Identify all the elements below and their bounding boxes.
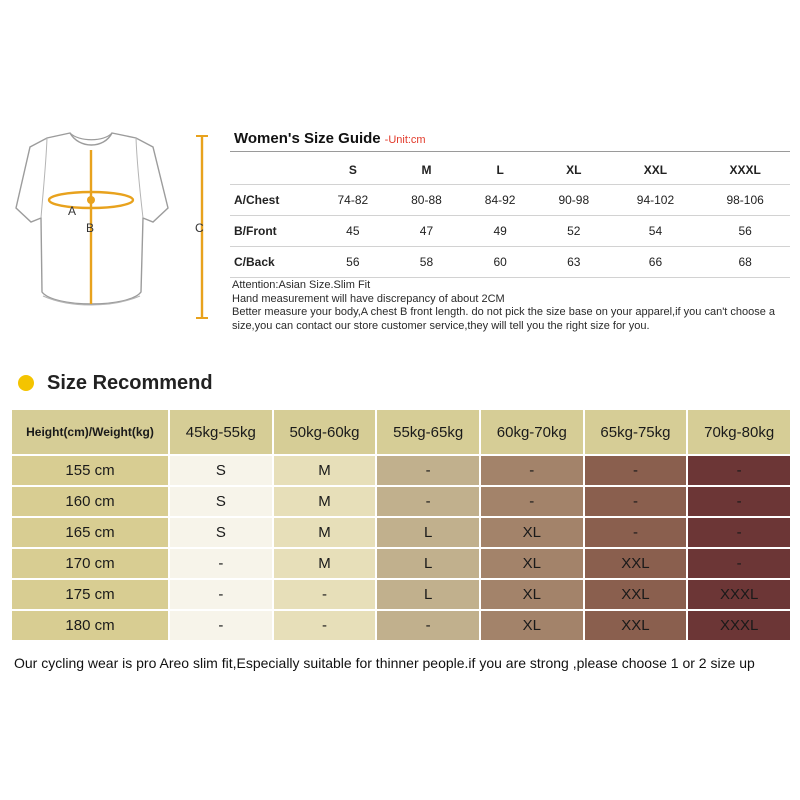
size-guide-divider [230, 151, 790, 152]
measure-value: 80-88 [411, 192, 442, 207]
size-cell: - [585, 518, 687, 547]
jersey-outline [0, 120, 222, 320]
size-cell: XL [481, 580, 583, 609]
height-cell: 180 cm [12, 611, 168, 640]
size-cell: XXXL [688, 611, 790, 640]
height-cell: 160 cm [12, 487, 168, 516]
table-row [12, 611, 790, 640]
note-line: Hand measurement will have discrepancy of about 2CM [232, 292, 505, 305]
size-cell: - [377, 456, 479, 485]
table-row [230, 246, 790, 277]
measure-value: 56 [346, 254, 360, 269]
size-cell: - [585, 487, 687, 516]
size-cell: XXL [585, 611, 687, 640]
weight-col-header: 45kg-55kg [170, 410, 272, 454]
measure-label: B/Front [234, 223, 277, 238]
note-line: Better measure your body,A chest B front length. do not pick the size base on your apparel,if you can't choose a size,you can contact our store customer service,they will tell you the right size for you. [232, 306, 776, 332]
height-weight-header: Height(cm)/Weight(kg) [12, 410, 168, 454]
size-cell: - [481, 456, 583, 485]
weight-col-header: 60kg-70kg [481, 410, 583, 454]
size-cell: S [170, 456, 272, 485]
label-b: B [86, 221, 95, 235]
size-cell: M [274, 487, 376, 516]
height-cell: 175 cm [12, 580, 168, 609]
size-cell: M [274, 549, 376, 578]
size-cell: - [170, 549, 272, 578]
weight-col-header: 55kg-65kg [377, 410, 479, 454]
size-cell: XXXL [688, 580, 790, 609]
recommend-header-row [12, 410, 790, 454]
size-guide-unit: -Unit:cm [384, 134, 426, 146]
measure-value: 45 [346, 223, 360, 238]
size-guide-heading: Women's Size Guide [234, 130, 381, 147]
size-col-header: XXL [643, 162, 668, 177]
size-col-header: S [348, 162, 357, 177]
size-cell: L [377, 549, 479, 578]
size-col-header: XXXL [729, 162, 761, 177]
measure-value: 47 [419, 223, 434, 238]
weight-col-header: 65kg-75kg [585, 410, 687, 454]
size-cell: S [170, 487, 272, 516]
size-cell: L [377, 580, 479, 609]
measure-value: 49 [493, 223, 507, 238]
size-cell: L [377, 518, 479, 547]
size-cell: XL [481, 518, 583, 547]
size-cell: - [688, 549, 790, 578]
yellow-dot-icon [18, 375, 34, 391]
measure-value: 68 [738, 254, 752, 269]
size-header-row [230, 156, 790, 184]
measure-value: 54 [648, 223, 663, 238]
measure-value: 94-102 [636, 192, 675, 207]
table-row [12, 518, 790, 547]
size-cell: - [688, 456, 790, 485]
size-cell: XXL [585, 549, 687, 578]
size-header-empty [230, 156, 316, 184]
measure-label: C/Back [234, 254, 275, 269]
size-cell: XL [481, 549, 583, 578]
size-cell: - [481, 487, 583, 516]
note-line: Attention:Asian Size.Slim Fit [232, 279, 371, 291]
size-cell: - [585, 456, 687, 485]
weight-col-header: 70kg-80kg [688, 410, 790, 454]
table-row [12, 487, 790, 516]
size-col-header: L [496, 162, 504, 177]
size-notes [232, 279, 792, 333]
size-cell: XXL [585, 580, 687, 609]
measure-value: 66 [648, 254, 663, 269]
measure-value: 63 [567, 254, 581, 269]
measure-label: A/Chest [234, 192, 280, 207]
table-row [12, 456, 790, 485]
measure-value: 58 [419, 254, 434, 269]
size-cell: XL [481, 611, 583, 640]
size-recommend-table [10, 408, 792, 642]
label-a: A [68, 204, 77, 218]
height-cell: 165 cm [12, 518, 168, 547]
size-col-header: XL [566, 162, 582, 177]
size-cell: M [274, 456, 376, 485]
table-row [12, 549, 790, 578]
size-cell: - [377, 611, 479, 640]
jersey-diagram [0, 120, 222, 320]
size-cell: - [274, 580, 376, 609]
size-guide-table [230, 156, 790, 278]
height-cell: 155 cm [12, 456, 168, 485]
size-recommend-heading: Size Recommend [47, 371, 213, 394]
table-row [12, 580, 790, 609]
size-cell: - [170, 580, 272, 609]
fit-note: Our cycling wear is pro Areo slim fit,Especially suitable for thinner people.if you are strong ,please choose 1 or 2 size up [14, 655, 755, 671]
size-cell: M [274, 518, 376, 547]
size-cell: S [170, 518, 272, 547]
height-cell: 170 cm [12, 549, 168, 578]
size-recommend-title [18, 370, 213, 396]
size-cell: - [688, 518, 790, 547]
measure-value: 90-98 [558, 192, 590, 207]
size-guide-title [234, 130, 426, 148]
size-col-header: M [421, 162, 432, 177]
size-cell: - [274, 611, 376, 640]
size-cell: - [688, 487, 790, 516]
size-cell: - [377, 487, 479, 516]
measure-value: 84-92 [484, 192, 516, 207]
measure-value: 60 [493, 254, 507, 269]
measure-value: 74-82 [337, 192, 369, 207]
measure-value: 98-106 [726, 192, 764, 207]
table-row [230, 215, 790, 246]
label-c: C [195, 221, 204, 235]
measure-value: 56 [738, 223, 752, 238]
table-row [230, 184, 790, 215]
weight-col-header: 50kg-60kg [274, 410, 376, 454]
size-cell: - [170, 611, 272, 640]
measure-value: 52 [567, 223, 581, 238]
